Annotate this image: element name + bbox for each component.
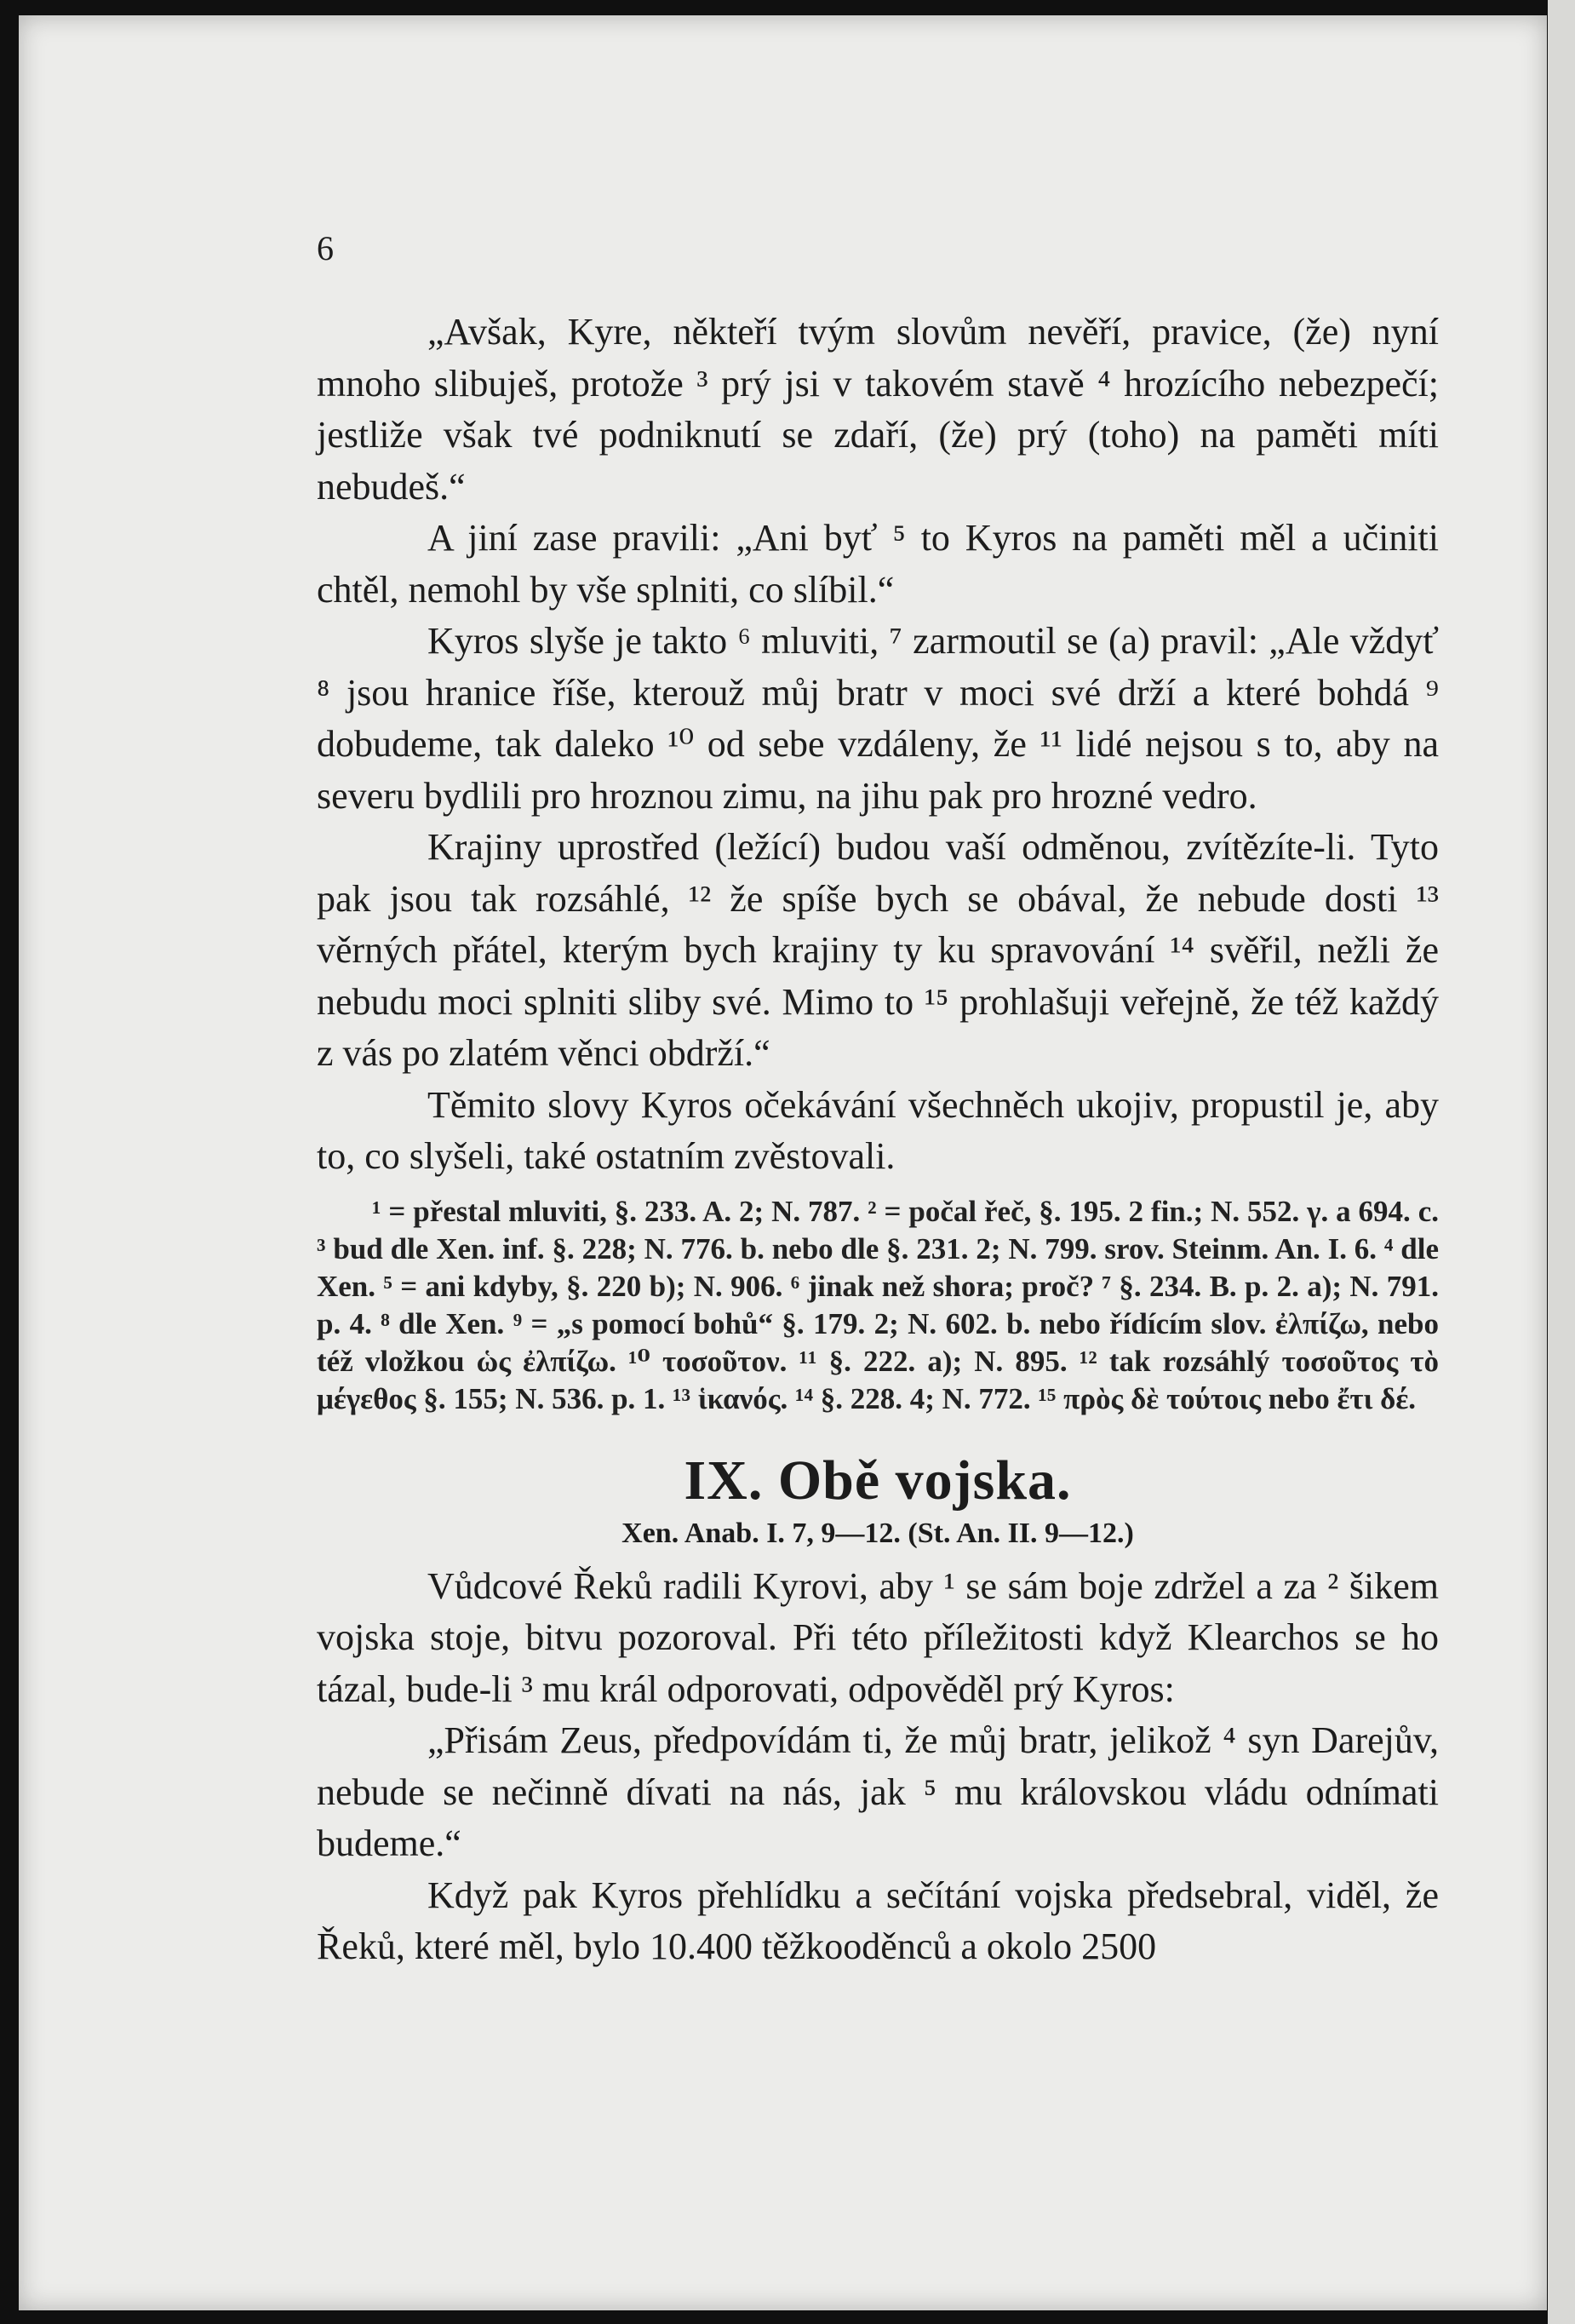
paragraph-1: „Avšak, Kyre, někteří tvým slovům nevěří, pravice, (že) nyní mnoho slibuješ, protože ³ prý jsi v takovém stavě ⁴ hrozícího nebezpečí; jestliže však tvé podniknutí se zdaří, (že) prý (toho) na paměti míti nebudeš.“ xyxy=(317,311,1439,508)
paragraph-3: Kyros slyše je takto ⁶ mluviti, ⁷ zarmoutil se (a) pravil: „Ale vždyť ⁸ jsou hranice říše, kterouž můj bratr v moci své drží a které bohdá ⁹ dobudeme, tak daleko ¹⁰ od sebe vzdáleny, že ¹¹ lidé nejsou s to, aby na severu bydlili pro hroznou zimu, na jihu pak pro hrozné vedro. xyxy=(317,620,1439,817)
section-paragraph-1: Vůdcové Řeků radili Kyrovi, aby ¹ se sám boje zdržel a za ² šikem vojska stoje, bitvu pozoroval. Při této příležitosti když Klearchos se ho tázal, bude-li ³ mu král odporovati, odpověděl prý Kyros: xyxy=(317,1564,1439,1710)
paragraph-5: Těmito slovy Kyros očekávání všechněch ukojiv, propustil je, aby to, co slyšeli, také ostatním zvěstovali. xyxy=(317,1083,1439,1177)
paragraph-2: A jiní zase pravili: „Ani byť ⁵ to Kyros na paměti měl a učiniti chtěl, nemohl by vše splniti, co slíbil.“ xyxy=(317,517,1439,611)
footnotes: ¹ = přestal mluviti, §. 233. A. 2; N. 787. ² = počal řeč, §. 195. 2 fin.; N. 552. γ. a 694. c. ³ bud dle Xen. inf. §. 228; N. 776. b. nebo dle §. 231. 2; N. 799. srov. Steinm. An. I. 6. ⁴ dle Xen. ⁵ = ani kdyby, §. 220 b); N. 906. ⁶ jinak než shora; proč? ⁷ §. 234. B. p. 2. a); N. 791. p. 4. ⁸ dle Xen. ⁹ = „s pomocí bohů“ §. 179. 2; N. 602. b. nebo řídícím slov. ἐλπίζω, nebo též vložkou ὡς ἐλπίζω. ¹⁰ τοσοῦτον. ¹¹ §. 222. a); N. 895. ¹² tak rozsáhlý τοσοῦτος τὸ μέγεθος §. 155; N. 536. p. 1. ¹³ ἱκανός. ¹⁴ §. 228. 4; N. 772. ¹⁵ πρὸς δὲ τούτοις nebo ἔτι δέ. xyxy=(317,1194,1439,1415)
scan-edge xyxy=(1548,0,1575,2324)
section-source: Xen. Anab. I. 7, 9—12. (St. An. II. 9—12.) xyxy=(621,1517,1134,1549)
section-paragraph-2: „Přisám Zeus, předpovídám ti, že můj bratr, jelikož ⁴ syn Darejův, nebude se nečinně dívati na nás, jak ⁵ mu královskou vládu odnímati budeme.“ xyxy=(317,1719,1439,1864)
page-text xyxy=(317,307,1439,1973)
paragraph-4: Krajiny uprostřed (ležící) budou vaší odměnou, zvítězíte-li. Tyto pak jsou tak rozsáhlé, ¹² že spíše bych se obával, že nebude dosti ¹³ věrných přátel, kterým bych krajiny ty ku spravování ¹⁴ svěřil, nežli že nebudu moci splniti sliby své. Mimo to ¹⁵ prohlašuji veřejně, že též každý z vás po zlatém věnci obdrží.“ xyxy=(317,826,1439,1074)
section-paragraph-3: Když pak Kyros přehlídku a sečítání vojska předsebral, viděl, že Řeků, které měl, bylo 10.400 těžkooděnců a okolo 2500 xyxy=(317,1874,1439,1967)
section-title: IX. Obě vojska. xyxy=(684,1449,1072,1512)
page-number: 6 xyxy=(317,229,334,267)
